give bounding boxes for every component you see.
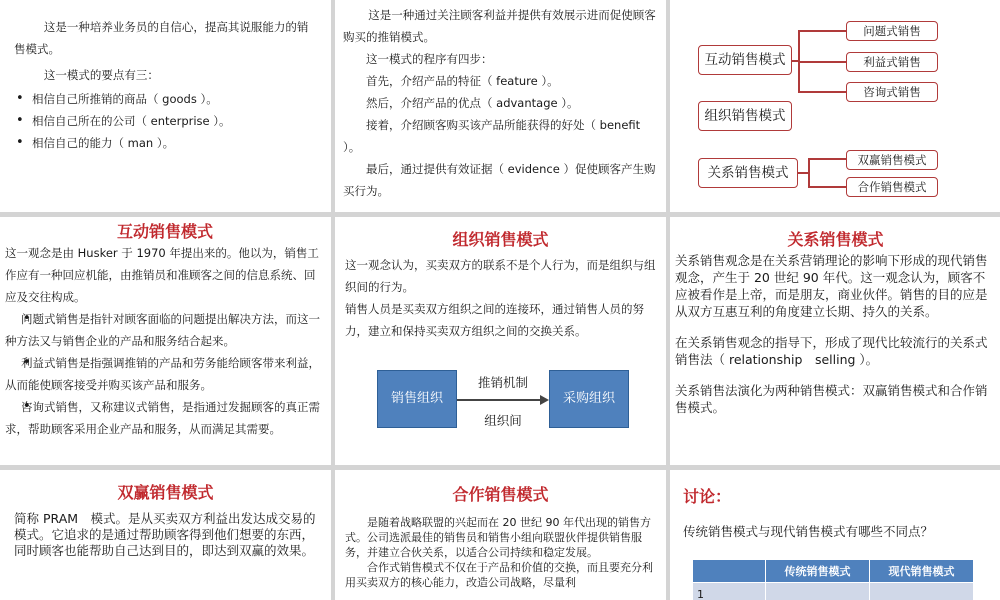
slide-title: 互动销售模式	[116, 222, 213, 241]
list-item: • 咨询式销售，又称建议式销售，是指通过发掘顾客的真正需求，帮助顾客采用企业产品和服务，从而满足其需要。	[5, 396, 325, 440]
table-cell-row-number: 1	[693, 583, 766, 600]
body-text: 是随着战略联盟的兴起而在 20 世纪 90 年代出现的销售方式。公司选派最佳的销售员和销售小组向联盟伙伴提供销售服务，并建立合伙关系，以适合公司持续和稳定发展。	[345, 516, 651, 559]
fabe-steps-heading: 这一模式的程序有四步：	[366, 52, 493, 66]
node-consultative-selling: 咨询式销售	[846, 82, 938, 102]
body-text: 关系销售法演化为两种销售模式：双赢销售模式和合作销售模式。	[675, 383, 988, 415]
discussion-title: 讨论：	[683, 487, 732, 506]
body-text: 简称 PRAM 模式。是从买卖双方利益出发达成交易的模式。它追求的是通过帮助顾客得到他们想要的东西，同时顾客也能帮助自己达到目的，即达到双赢的效果。	[14, 511, 316, 558]
table-header-traditional: 传统销售模式	[766, 560, 870, 583]
arrow-head-icon	[540, 395, 549, 405]
node-problem-selling: 问题式销售	[846, 21, 938, 41]
connector	[798, 172, 809, 174]
slide-interactive-selling	[0, 217, 331, 465]
connector	[791, 60, 799, 62]
node-interactive-mode: 互动销售模式	[698, 45, 792, 75]
fabe-step-feature: 首先，介绍产品的特征（ feature ）。	[366, 74, 559, 88]
slide-self-confidence-model	[0, 0, 331, 212]
slide-organizational-selling	[335, 217, 666, 465]
key-points-list	[14, 88, 317, 154]
slide-title: 双赢销售模式	[117, 483, 214, 502]
fabe-step-benefit: 接着，介绍顾客购买该产品所能获得的好处（ benefit ）。	[343, 118, 641, 154]
slide-relationship-selling	[670, 217, 1000, 465]
connector	[798, 61, 846, 63]
table-cell	[870, 583, 974, 600]
list-item: • 相信自己所推销的商品（ goods ）。	[14, 88, 317, 110]
list-item: • 问题式销售是指针对顾客面临的问题提出解决方法，而这一种方法又与销售企业的产品和服务结合起来。	[5, 308, 325, 352]
slide-fabe-model	[335, 0, 666, 212]
body-text: 合作式销售模式不仅在于产品和价值的交换，而且要充分利用买卖双方的核心能力，改造公司战略，尽量利	[345, 561, 653, 589]
list-item: • 利益式销售是指强调推销的产品和劳务能给顾客带来利益，从而能使顾客接受并购买该产品和服务。	[5, 352, 325, 396]
body-text: 关系销售观念是在关系营销理论的影响下形成的现代销售观念，产生于 20 世纪 90 年代。这一观念认为，顾客不应被看作是上帝，而是朋友，商业伙伴。销售的目的应是从双方互惠互利的角度建立长期、持久的关系。	[675, 253, 988, 319]
node-cooperative-mode: 合作销售模式	[846, 177, 938, 197]
table-cell	[766, 583, 870, 600]
node-benefit-selling: 利益式销售	[846, 52, 938, 72]
slide-win-win-selling	[0, 470, 331, 600]
connector	[808, 158, 846, 160]
sales-organization-box: 销售组织	[377, 370, 457, 428]
body-text: 这一观念认为，买卖双方的联系不是个人行为，而是组织与组织间的行为。	[345, 258, 656, 294]
connector	[798, 91, 846, 93]
discussion-question: 传统销售模式与现代销售模式有哪些不同点？	[683, 524, 934, 539]
table-header-modern: 现代销售模式	[870, 560, 974, 583]
purchasing-organization-box: 采购组织	[549, 370, 629, 428]
slide-title: 合作销售模式	[452, 485, 549, 504]
node-relationship-mode: 关系销售模式	[698, 158, 798, 188]
slide-mode-tree	[670, 0, 1000, 212]
bullet-list	[5, 308, 325, 440]
flow-top-label: 推销机制	[477, 375, 528, 390]
slide-discussion	[670, 470, 1000, 600]
comparison-table	[692, 559, 974, 600]
list-item: • 相信自己所在的公司（ enterprise ）。	[14, 110, 317, 132]
key-points-heading: 这一模式的要点有三：	[43, 68, 159, 82]
connector	[798, 30, 846, 32]
node-organization-mode: 组织销售模式	[698, 101, 792, 131]
body-text: 在关系销售观念的指导下，形成了现代比较流行的关系式销售法（ relationship selling ）。	[675, 335, 988, 367]
connector	[808, 186, 846, 188]
node-win-win-mode: 双赢销售模式	[846, 150, 938, 170]
slide-title: 组织销售模式	[452, 230, 549, 249]
arrow-line	[457, 399, 541, 401]
slide-cooperative-selling	[335, 470, 666, 600]
fabe-intro: 这是一种通过关注顾客利益并提供有效展示进而促使顾客购买的推销模式。	[343, 8, 656, 44]
body-text: 这一观念是由 Husker 于 1970 年提出来的。他以为，销售工作应有一种回应机能，由推销员和准顾客之间的信息系统、回应及交往构成。	[5, 246, 319, 304]
fabe-step-evidence: 最后，通过提供有效证据（ evidence ）促使顾客产生购买行为。	[343, 162, 656, 198]
table-header-empty	[693, 560, 766, 583]
flow-bottom-label: 组织间	[484, 413, 522, 428]
list-item: • 相信自己的能力（ man ）。	[14, 132, 317, 154]
fabe-step-advantage: 然后，介绍产品的优点（ advantage ）。	[366, 96, 579, 110]
intro-text: 这是一种培养业务员的自信心，提高其说服能力的销售模式。	[14, 20, 309, 56]
body-text: 销售人员是买卖双方组织之间的连接环，通过销售人员的努力，建立和保持买卖双方组织之间的交换关系。	[345, 302, 644, 338]
slide-title: 关系销售模式	[787, 230, 884, 249]
